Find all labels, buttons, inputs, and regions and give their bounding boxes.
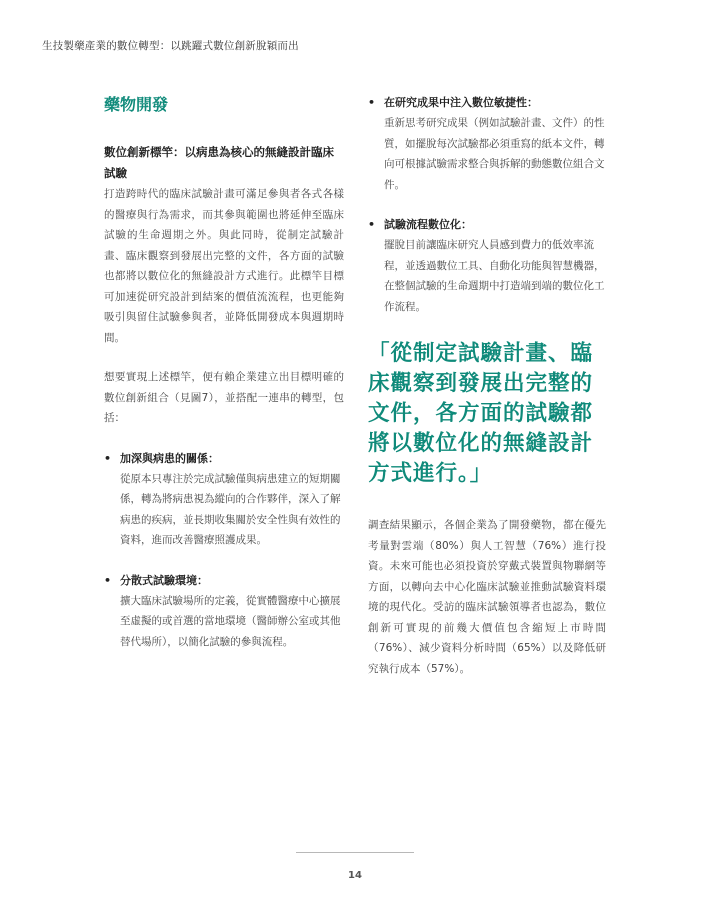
bullet-item xyxy=(104,448,344,551)
bullet-title: 分散式試驗環境： xyxy=(120,573,208,587)
intro-paragraph: 打造跨時代的臨床試驗計畫可滿足參與者各式各樣的醫療與行為需求，而其參與範圍也將延伸至臨床試驗的生命週期之外。與此同時，從制定試驗計畫、臨床觀察到發展出完整的文件，各方面的試驗也都將以數位化的無縫設計方式進行。此標竿目標可加速從研究設計到結案的價值流流程，也更能夠吸引與留住試驗參與者，並降低開發成本與週期時間。 xyxy=(104,188,344,344)
transformation-paragraph: 想要實現上述標竿，便有賴企業建立出目標明確的數位創新組合（見圖7），並搭配一連串的轉型，包括： xyxy=(104,371,344,424)
bullet-body: 從原本只專注於完成試驗僅與病患建立的短期關係，轉為將病患視為縱向的合作夥伴，深入了解病患的疾病，並長期收集關於安全性與有效性的資料，進而改善醫療照護成果。 xyxy=(120,472,341,546)
bullet-dot-icon: • xyxy=(104,451,112,465)
bullet-body: 擴大臨床試驗場所的定義，從實體醫療中心擴展至虛擬的或首選的當地環境（醫師辦公室或其他替代場所），以簡化試驗的參與流程。 xyxy=(120,594,341,648)
pull-quote: 「從制定試驗計畫、臨床觀察到發展出完整的文件，各方面的試驗都將以數位化的無縫設計方式進行。」 xyxy=(368,341,594,486)
benchmark-subhead: 數位創新標竿：以病患為核心的無縫設計臨床試驗 xyxy=(104,145,334,180)
section-title: 藥物開發 xyxy=(104,95,169,114)
running-header-title: 生技製藥產業的數位轉型：以跳躍式數位創新脫穎而出 xyxy=(42,40,299,52)
bullet-dot-icon: • xyxy=(104,573,112,587)
bullet-title: 試驗流程數位化： xyxy=(384,218,472,231)
bullet-body: 擺脫目前讓臨床研究人員感到費力的低效率流程，並透過數位工具、自動化功能與智慧機器，在整個試驗的生命週期中打造端到端的數位化工作流程。 xyxy=(384,239,605,313)
bullet-item xyxy=(368,214,606,317)
bullet-dot-icon: • xyxy=(368,96,376,109)
footer-divider xyxy=(296,852,414,853)
right-column xyxy=(368,92,606,679)
bullet-title: 加深與病患的關係： xyxy=(120,451,219,465)
bullet-body: 重新思考研究成果（例如試驗計畫、文件）的性質，如擺脫每次試驗都必須重寫的紙本文件，轉向可根據試驗需求整合與拆解的動態數位組合文件。 xyxy=(384,117,605,191)
bullet-dot-icon: • xyxy=(368,218,376,231)
left-column xyxy=(104,92,344,652)
bullet-item xyxy=(104,570,344,653)
page-number: 14 xyxy=(348,870,362,881)
survey-paragraph: 調查結果顯示，各個企業為了開發藥物，都在優先考量對雲端（80%）與人工智慧（76%）進行投資。未來可能也必須投資於穿戴式裝置與物聯網等方面，以轉向去中心化臨床試驗並推動試驗資料環境的現代化。受訪的臨床試驗領導者也認為，數位創新可實現的前幾大價值包含縮短上市時間（76%）、減少資料分析時間（65%）以及降低研究執行成本（57%）。 xyxy=(368,519,606,675)
bullet-title: 在研究成果中注入數位敏捷性： xyxy=(384,96,538,109)
bullet-item xyxy=(368,92,606,195)
